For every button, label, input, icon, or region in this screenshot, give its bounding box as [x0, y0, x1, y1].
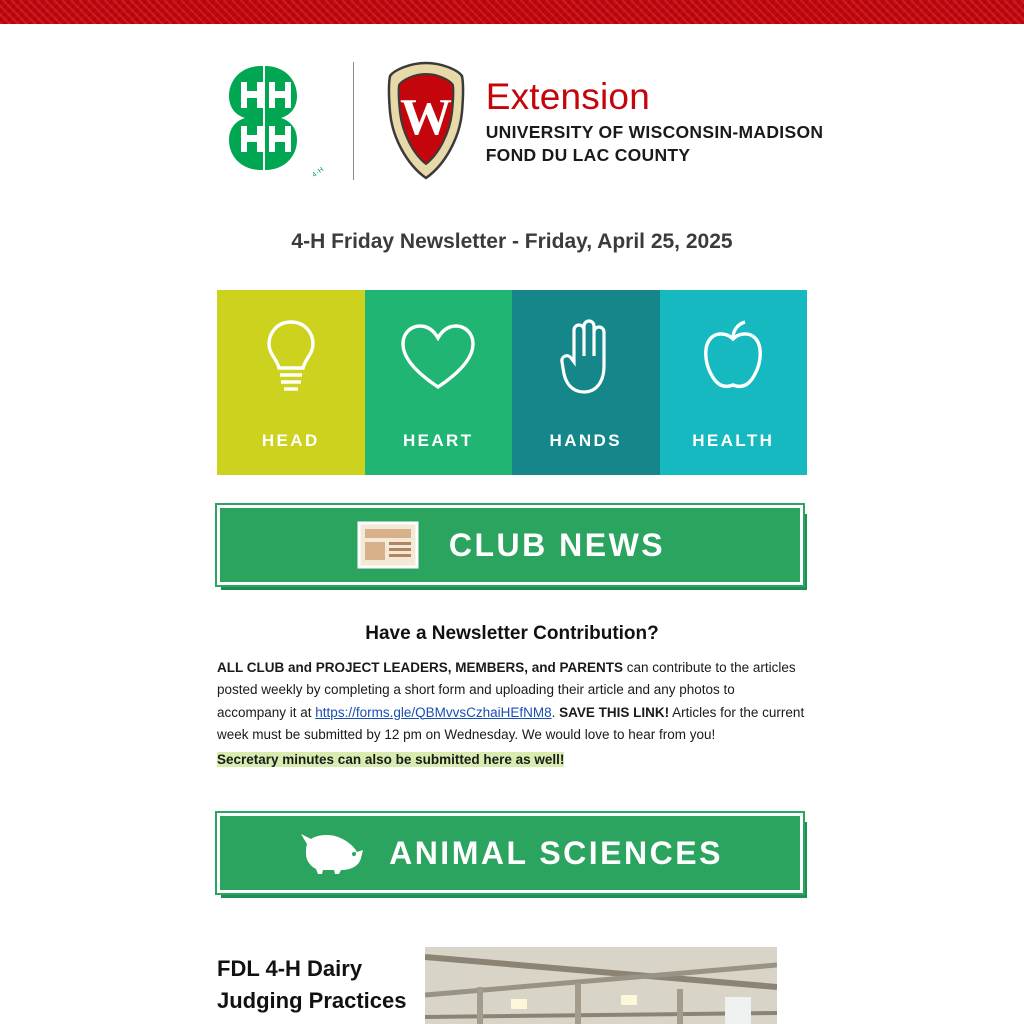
university-line: UNIVERSITY OF WISCONSIN-MADISON [485, 122, 824, 143]
four-h-label-head: HEAD [261, 431, 320, 450]
four-h-cell-health [660, 290, 808, 475]
lead-bold-text: ALL CLUB and PROJECT LEADERS, MEMBERS, and PARENTS [217, 660, 624, 675]
logo-header [0, 24, 1024, 186]
contribution-form-link[interactable]: https://forms.gle/QBMvvsCzhaiHEfNM8 [315, 704, 552, 720]
county-line: FOND DU LAC COUNTY [485, 144, 691, 165]
dairy-judging-article [217, 947, 807, 1024]
hand-icon [558, 316, 614, 398]
save-link-bold-text: SAVE THIS LINK! [559, 704, 670, 720]
four-h-label-health: HEALTH [692, 431, 775, 450]
newspaper-icon [355, 517, 427, 573]
dairy-barn-photo [425, 947, 777, 1024]
apple-icon [699, 316, 767, 398]
four-h-cell-hands [512, 290, 660, 475]
pig-icon [297, 830, 367, 876]
newsletter-content [0, 24, 1024, 1024]
uw-crest-icon [380, 60, 472, 182]
clover-caption: 4-H [311, 165, 326, 180]
heart-icon [399, 316, 477, 398]
section-title-club-news: CLUB NEWS [448, 526, 666, 563]
section-banner-animal-sciences [217, 813, 807, 901]
body-text-2: . [551, 704, 560, 720]
section-title-animal-sciences: ANIMAL SCIENCES [389, 834, 723, 871]
article-body-contribution [217, 657, 807, 746]
body-text-1: can contribute to the articles posted weekly by completing a short form and uploading their article and any photos to accompany it at [217, 660, 796, 720]
extension-logo [380, 60, 824, 182]
top-red-bar [0, 0, 1024, 24]
four-h-cell-head [217, 290, 365, 475]
four-h-clover-logo [201, 60, 327, 182]
highlight-line [217, 749, 807, 771]
clover-icon [201, 60, 327, 182]
logo-divider [353, 62, 354, 180]
svg-text:W: W [399, 89, 452, 146]
highlighted-note: Secretary minutes can also be submitted here as well! [217, 752, 565, 768]
article-title-contribution: Have a Newsletter Contribution? [365, 623, 659, 644]
page-title: 4-H Friday Newsletter - Friday, April 25, 2025 [291, 230, 733, 253]
lightbulb-icon [262, 316, 320, 398]
four-h-label-hands: HANDS [549, 431, 622, 450]
body-text-3: Articles for the current week must be submitted by 12 pm on Wednesday. We would love to hear from you! [217, 704, 805, 742]
section-banner-club-news [217, 505, 807, 593]
four-h-banner [217, 290, 807, 475]
four-h-cell-heart [365, 290, 513, 475]
article-title-dairy: FDL 4-H Dairy Judging Practices [217, 956, 407, 1014]
newsletter-contribution-article [217, 623, 807, 771]
extension-title: Extension [485, 76, 650, 118]
four-h-label-heart: HEART [402, 431, 474, 450]
